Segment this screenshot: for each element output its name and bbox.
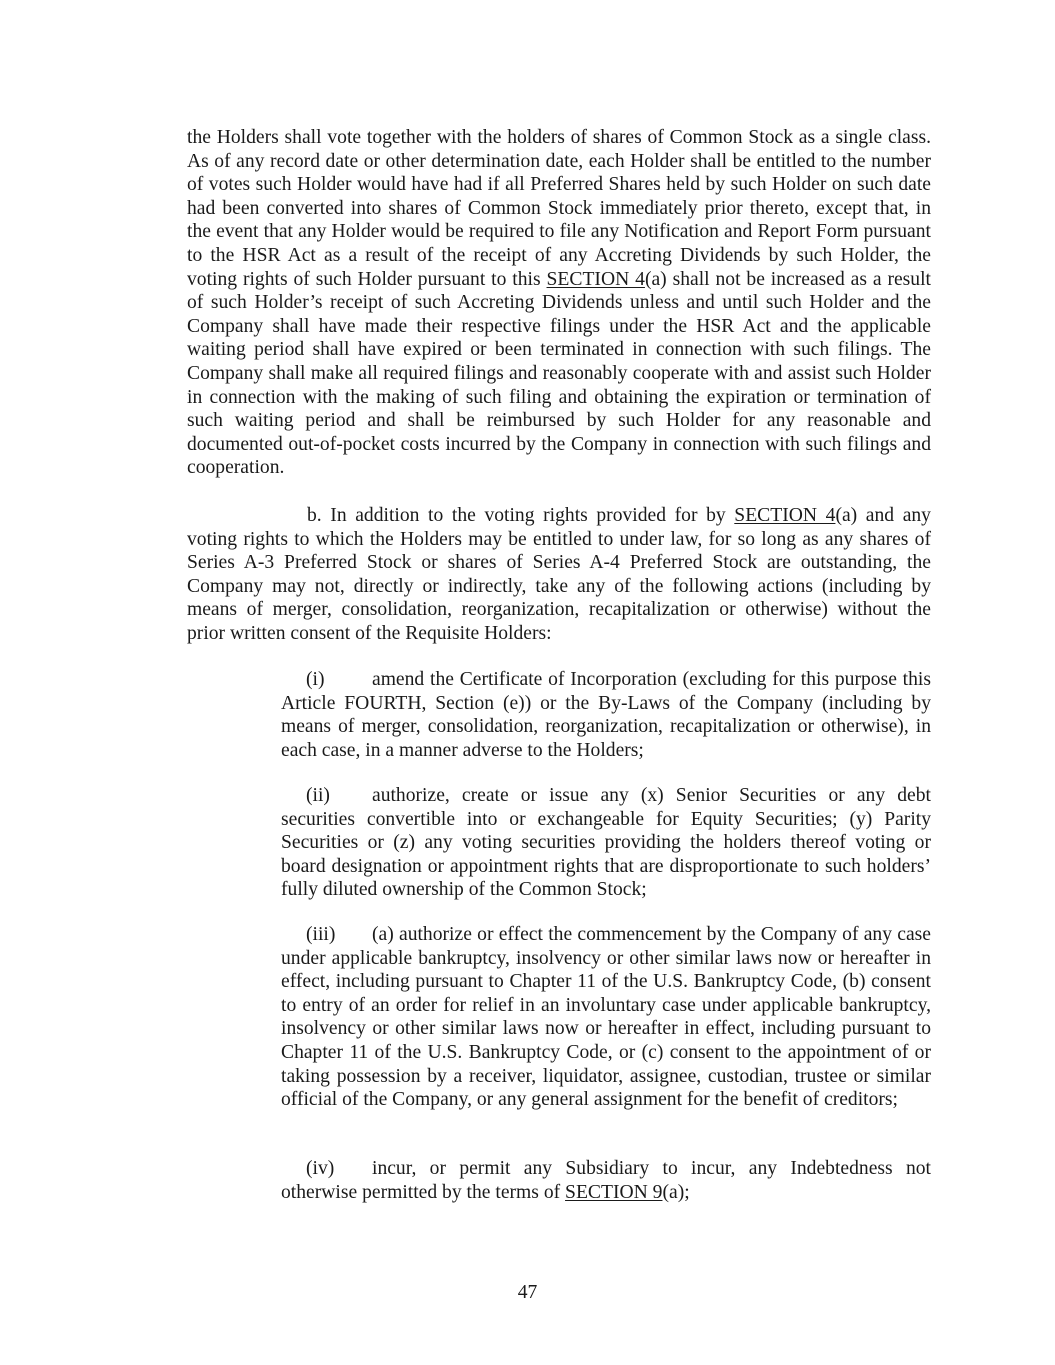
page-number: 47 xyxy=(517,1282,538,1303)
list-item-iv xyxy=(281,1157,931,1204)
item-number: (iii) xyxy=(306,924,336,945)
item-text-b: (a); xyxy=(662,1181,690,1203)
item-number: (ii) xyxy=(306,785,330,806)
item-text: amend the Certificate of Incorporation (excluding for this purpose this Article FOURTH, Section (e)) or the By-Laws of the Company (including by means of merger, consolidation, reorganization, recapitalization or otherwise), in each case, in a manner adverse to the Holders; xyxy=(281,669,931,761)
paragraph-1-text-b: (a) shall not be increased as a result of such Holder’s receipt of such Accreting Dividends unless and until such Holder and the Company shall have made their respective filings under the HSR Act and the applicable waiting period shall have expired or been terminated in connection with such filings. The Company shall make all required filings and reasonably cooperate with and assist such Holder in connection with the making of such filing and obtaining the expiration or termination of such waiting period and shall be reimbursed by such Holder for any reasonable and documented out-of-pocket costs incurred by the Company in connection with such filings and cooperation. xyxy=(187,268,931,479)
section-9-reference: SECTION 9 xyxy=(565,1181,663,1203)
item-text: authorize, create or issue any (x) Senior Securities or any debt securities convertible into or exchangeable for Equity Securities; (y) Parity Securities or (z) any voting securities providing the holders thereof voting or board designation or appointment rights that are disproportionate to such holders’ fully diluted ownership of the Common Stock; xyxy=(281,785,931,901)
paragraph-1-text-a: the Holders shall vote together with the holders of shares of Common Stock as a single class. As of any record date or other determination date, each Holder shall be entitled to the number of votes such Holder would have had if all Preferred Shares held by such Holder on such date had been converted into shares of Common Stock immediately prior thereto, except that, in the event that any Holder would be required to file any Notification and Report Form pursuant to the HSR Act as a result of the receipt of any Accreting Dividends by such Holder, the voting rights of such Holder pursuant to this xyxy=(187,127,931,290)
paragraph-b-consent xyxy=(187,504,931,646)
list-item-i xyxy=(281,668,931,762)
item-number: (i) xyxy=(306,669,325,690)
list-item-iii xyxy=(281,923,931,1112)
paragraph-2-text-b: (a) and any voting rights to which the Holders may be entitled to under law, for so long as any shares of Series A-3 Preferred Stock or shares of Series A-4 Preferred Stock are outstanding, the Company may not, directly or indirectly, take any of the following actions (including by means of merger, consolidation, reorganization, recapitalization or otherwise) without the prior written consent of the Requisite Holders: xyxy=(187,505,931,644)
list-item-ii xyxy=(281,784,931,902)
section-4-reference: SECTION 4 xyxy=(734,505,836,526)
paragraph-2-text-a: b. In addition to the voting rights provided for by xyxy=(307,505,735,526)
item-text-a: incur, or permit any Subsidiary to incur, any Indebtedness not otherwise permitted by the terms of xyxy=(281,1158,931,1203)
section-4-reference: SECTION 4 xyxy=(546,268,645,290)
item-number: (iv) xyxy=(306,1158,335,1179)
item-text: (a) authorize or effect the commencement by the Company of any case under applicable bankruptcy, insolvency or other similar laws now or hereafter in effect, including pursuant to Chapter 11 of the U.S. Bankruptcy Code, (b) consent to entry of an order for relief in an involuntary case under applicable bankruptcy, insolvency or other similar laws now or hereafter in effect, including pursuant to Chapter 11 of the U.S. Bankruptcy Code, or (c) consent to the appointment of or taking possession by a receiver, liquidator, assignee, custodian, trustee or similar official of the Company, or any general assignment for the benefit of creditors; xyxy=(281,924,931,1111)
paragraph-voting-rights xyxy=(187,126,931,480)
